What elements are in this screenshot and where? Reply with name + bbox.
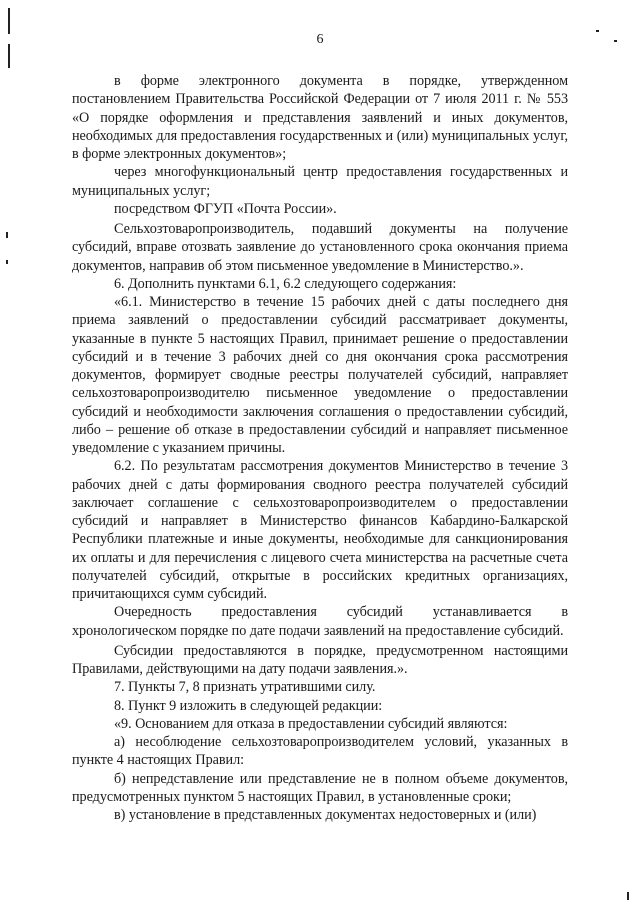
paragraph: 8. Пункт 9 изложить в следующей редакции: [114, 697, 383, 714]
paragraph: «9. Основанием для отказа в предоставлении субсидий являются: [114, 715, 508, 732]
paragraph: а) несоблюдение сельхозтоваропроизводителем условий, указанных в пункте 4 настоящих Правил: [72, 734, 568, 769]
scan-margin-mark [8, 8, 10, 34]
paragraph: 6.2. По результатам рассмотрения документов Министерство в течение 3 рабочих дней с даты формирования сводного реестра получателей субсидий заключает соглашение с сельхозтоваропроизводителем о предоставлении субсидий и направляет в Министерство финансов Кабардино-Балкарской Республики платежные и иные документы, необходимые для санкционирования их оплаты и для перечисления с лицевого счета министерства на расчетные счета получателей субсидий, открытые в российских кредитных организациях, причитающихся сумм субсидий. [72, 458, 568, 602]
paragraph: 6. Дополнить пунктами 6.1, 6.2 следующего содержания: [114, 275, 457, 292]
paragraph: в) установление в представленных документах недостоверных и (или) [114, 807, 537, 823]
scan-margin-mark [6, 260, 8, 264]
scan-margin-mark [627, 892, 629, 900]
page-number: 6 [316, 32, 324, 47]
paragraph: в форме электронного документа в порядке, утвержденном постановлением Правительства Российской Федерации от 7 июля 2011 г. № 553 «О порядке оформления и представления заявлений и иных документов, необходимых для предоставления государственных и (или) муниципальных услуг, в форме электронных документов»; [72, 73, 568, 162]
scan-margin-mark [6, 232, 8, 238]
paragraph: Субсидии предоставляются в порядке, предусмотренном настоящими Правилами, действующими на дату подачи заявления.». [72, 642, 568, 677]
paragraph: Очередность предоставления субсидий устанавливается в хронологическом порядке по дате подачи заявлений на предоставление субсидий. [72, 604, 568, 639]
paragraph: «6.1. Министерство в течение 15 рабочих дней с даты последнего дня приема заявлений о предоставлении субсидий рассматривает документы, указанные в пункте 5 настоящих Правил, принимает решение о предоставлении субсидий и в течение 3 рабочих дней со дня окончания срока рассмотрения документов, формирует сводные реестры получателей субсидий, направляет сельхозтоваропроизводителю письменное уведомление о предоставлении субсидий и необходимости заключения соглашения о предоставлении субсидий, либо – решение об отказе в предоставлении субсидий и направляет письменное уведомление с указанием причины. [72, 294, 568, 456]
paragraph: б) непредставление или представление не в полном объеме документов, предусмотренных пунктом 5 настоящих Правил, в установленные сроки; [72, 770, 568, 805]
document-body [72, 72, 568, 824]
paragraph: 7. Пункты 7, 8 признать утратившими силу. [114, 679, 376, 696]
paragraph: через многофункциональный центр предоставления государственных и муниципальных услуг; [72, 164, 568, 199]
paragraph: Сельхозтоваропроизводитель, подавший документы на получение субсидий, вправе отозвать заявление до установленного срока окончания приема документов, направив об этом письменное уведомление в Министерство.». [72, 221, 568, 274]
paragraph: посредством ФГУП «Почта России». [114, 200, 337, 217]
